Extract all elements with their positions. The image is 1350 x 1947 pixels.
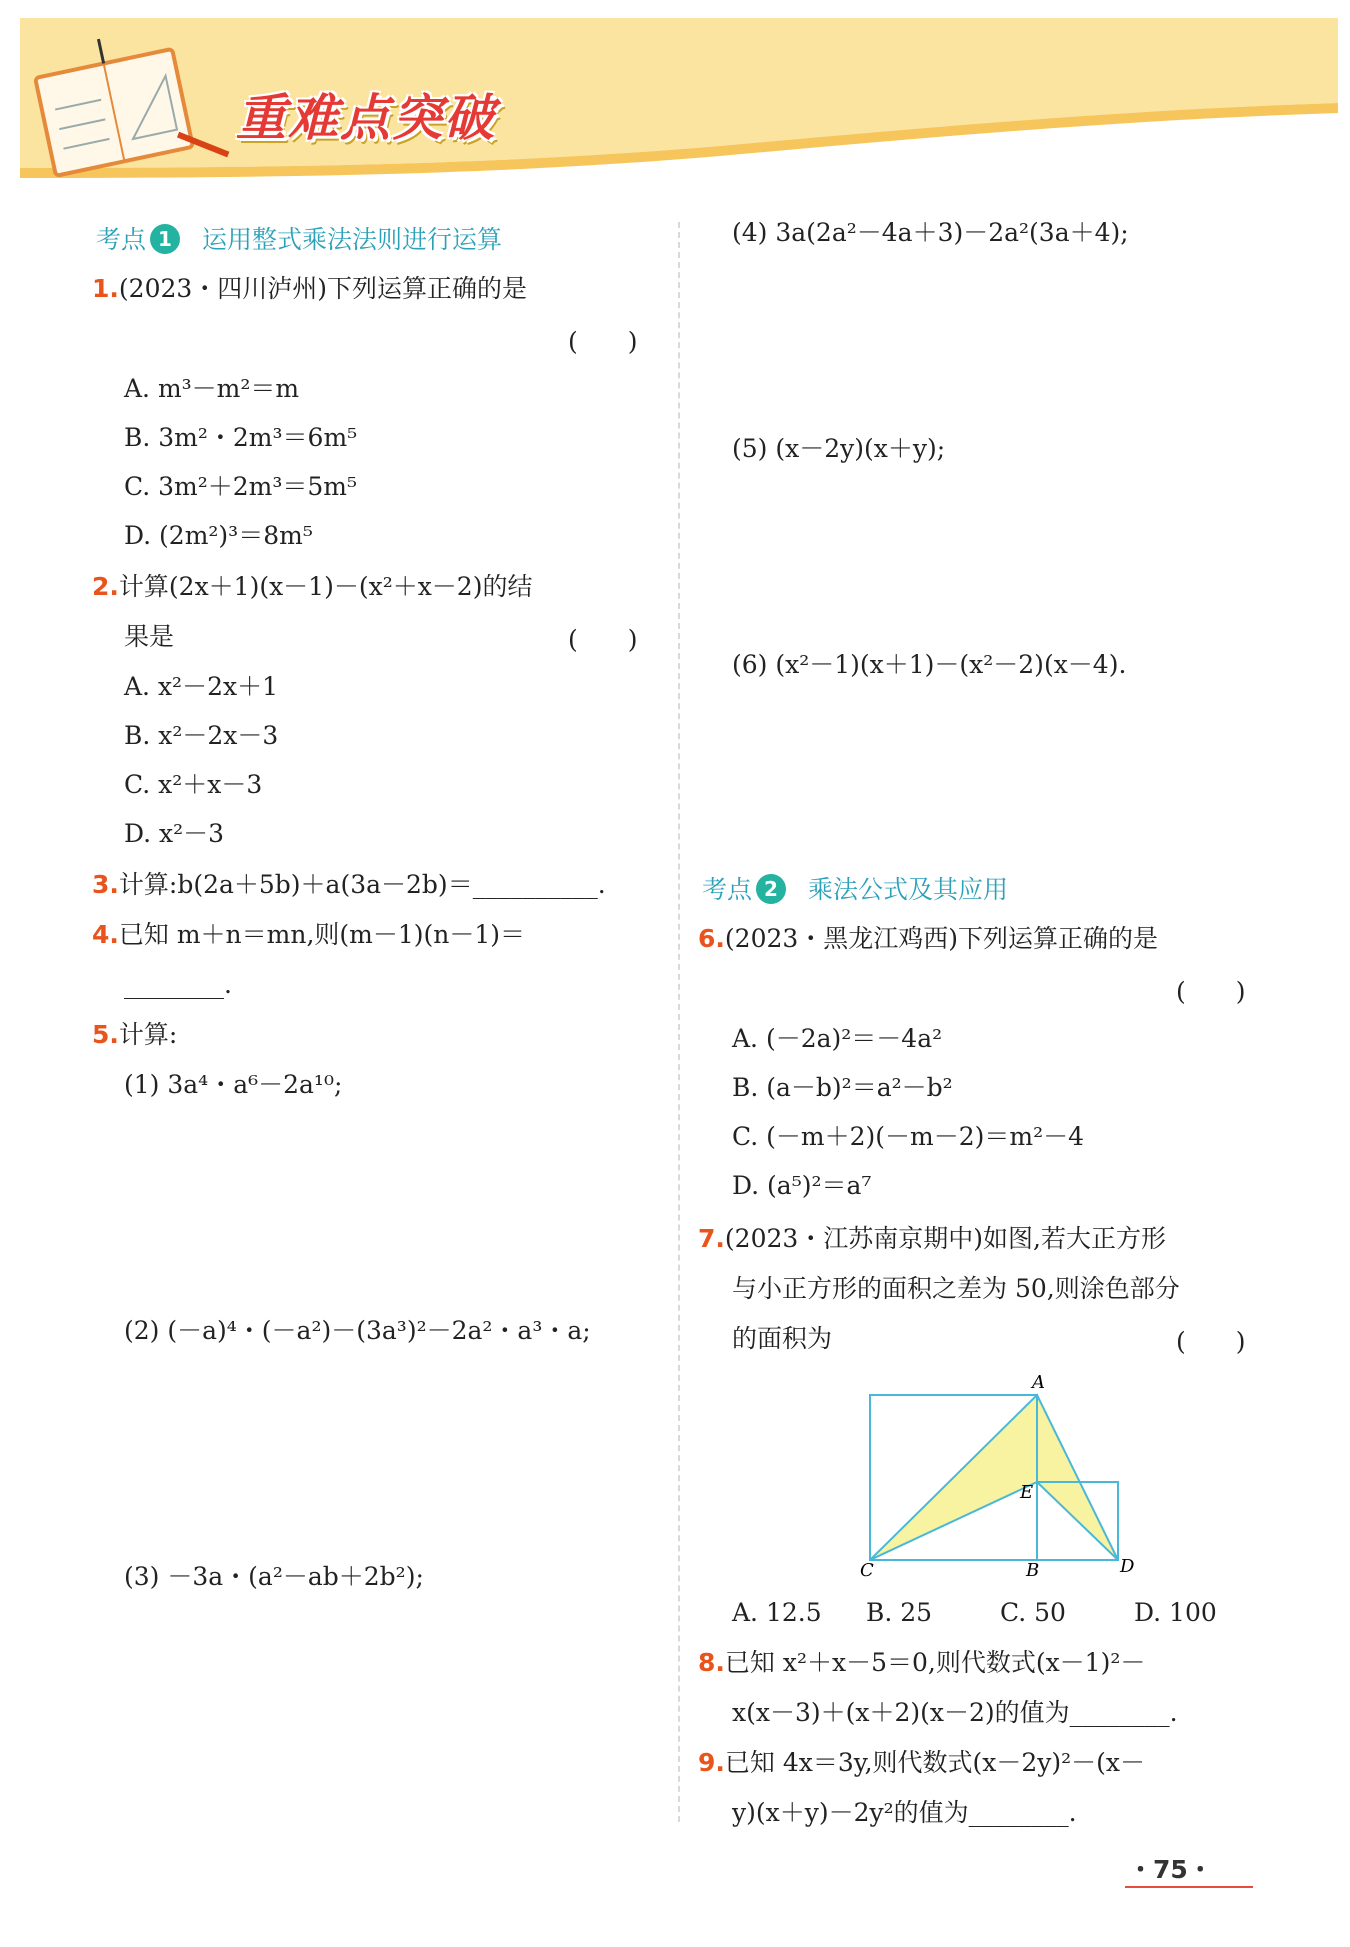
- question-text: 已知 x²＋x－5＝0,则代数式(x－1)²－: [724, 1648, 1146, 1677]
- answer-paren: ( ): [1176, 977, 1246, 1006]
- question-8: [698, 1646, 1145, 1680]
- answer-paren: ( ): [568, 625, 638, 654]
- option-d: D. (a⁵)²＝a⁷: [732, 1171, 872, 1200]
- subquestion-1: (1) 3a⁴・a⁶－2a¹⁰;: [124, 1070, 343, 1099]
- question-2-line2: 果是: [124, 622, 175, 651]
- question-8-line2: x(x－3)＋(x＋2)(x－2)的值为________.: [732, 1698, 1178, 1727]
- option-c: C. x²＋x－3: [124, 770, 263, 799]
- question-text: (2023・黑龙江鸡西)下列运算正确的是: [724, 924, 1159, 953]
- question-number: 7.: [698, 1224, 725, 1253]
- header-banner: [20, 18, 1338, 208]
- option-b: B. x²－2x－3: [124, 721, 279, 750]
- question-4: [92, 918, 525, 952]
- question-number: 9.: [698, 1748, 725, 1777]
- question-number: 2.: [92, 572, 119, 601]
- option-a: A. (－2a)²＝－4a²: [732, 1024, 943, 1053]
- kaodian-number-badge: 2: [756, 874, 786, 904]
- question-6: [698, 922, 1158, 956]
- option-d: D. 100: [1134, 1598, 1217, 1627]
- point-b-label: B: [1026, 1560, 1040, 1581]
- question-text: 计算:: [118, 1020, 178, 1049]
- question-1: [92, 272, 527, 306]
- question-number: 8.: [698, 1648, 725, 1677]
- question-text: (2023・四川泸州)下列运算正确的是: [118, 274, 528, 303]
- question-text: 已知 m＋n＝mn,则(m－1)(n－1)＝: [118, 920, 526, 949]
- kaodian-topic: 运用整式乘法法则进行运算: [202, 225, 503, 254]
- kaodian-2-heading: [702, 870, 1008, 906]
- option-c: C. 3m²＋2m³＝5m⁵: [124, 472, 358, 501]
- question-number: 1.: [92, 274, 119, 303]
- point-c-label: C: [860, 1560, 874, 1581]
- kaodian-topic: 乘法公式及其应用: [808, 875, 1009, 904]
- option-b: B. 3m²・2m³＝6m⁵: [124, 423, 358, 452]
- subquestion-5: (5) (x－2y)(x＋y);: [732, 434, 946, 463]
- squares-diagram: [860, 1370, 1135, 1581]
- question-number: 5.: [92, 1020, 119, 1049]
- question-number: 3.: [92, 870, 119, 899]
- question-number: 6.: [698, 924, 725, 953]
- question-text: 已知 4x＝3y,则代数式(x－2y)²－(x－: [724, 1748, 1146, 1777]
- option-a: A. m³－m²＝m: [124, 374, 300, 403]
- point-a-label: A: [1032, 1372, 1045, 1393]
- question-5: [92, 1018, 177, 1052]
- question-7-line2: 与小正方形的面积之差为 50,则涂色部分: [732, 1274, 1180, 1303]
- answer-paren: ( ): [1176, 1327, 1246, 1356]
- question-number: 4.: [92, 920, 119, 949]
- question-9-line2: y)(x＋y)－2y²的值为________.: [732, 1798, 1077, 1827]
- option-c: C. (－m＋2)(－m－2)＝m²－4: [732, 1122, 1085, 1151]
- question-text: 计算(2x＋1)(x－1)－(x²＋x－2)的结: [118, 572, 533, 601]
- page-number: ・75・: [1128, 1855, 1213, 1884]
- option-b: B. (a－b)²＝a²－b²: [732, 1073, 953, 1102]
- option-d: D. (2m²)³＝8m⁵: [124, 521, 313, 550]
- question-3: [92, 868, 606, 902]
- answer-paren: ( ): [568, 327, 638, 356]
- kaodian-label: 考点: [702, 875, 753, 904]
- question-text: (2023・江苏南京期中)如图,若大正方形: [724, 1224, 1166, 1253]
- subquestion-3: (3) －3a・(a²－ab＋2b²);: [124, 1562, 424, 1591]
- kaodian-number-badge: 1: [150, 224, 180, 254]
- question-text: 计算:b(2a＋5b)＋a(3a－2b)＝__________.: [118, 870, 606, 899]
- question-4-line2: ________.: [124, 970, 232, 999]
- question-7-line3: 的面积为: [732, 1324, 833, 1353]
- subquestion-2: (2) (－a)⁴・(－a²)－(3a³)²－2a²・a³・a;: [124, 1316, 591, 1345]
- subquestion-6: (6) (x²－1)(x＋1)－(x²－2)(x－4).: [732, 650, 1127, 679]
- subquestion-4: (4) 3a(2a²－4a＋3)－2a²(3a＋4);: [732, 218, 1129, 247]
- question-7: [698, 1222, 1166, 1256]
- option-d: D. x²－3: [124, 819, 225, 848]
- kaodian-1-heading: [96, 220, 502, 256]
- page-number-underline: [1125, 1886, 1253, 1888]
- column-divider: [678, 222, 680, 1822]
- question-9: [698, 1746, 1145, 1780]
- option-c: C. 50: [1000, 1598, 1066, 1627]
- point-d-label: D: [1120, 1556, 1135, 1577]
- kaodian-label: 考点: [96, 225, 147, 254]
- option-a: A. x²－2x＋1: [124, 672, 278, 701]
- option-a: A. 12.5: [732, 1598, 822, 1627]
- question-2: [92, 570, 532, 604]
- point-e-label: E: [1020, 1482, 1034, 1503]
- section-title: 重难点突破: [236, 89, 496, 147]
- option-b: B. 25: [866, 1598, 933, 1627]
